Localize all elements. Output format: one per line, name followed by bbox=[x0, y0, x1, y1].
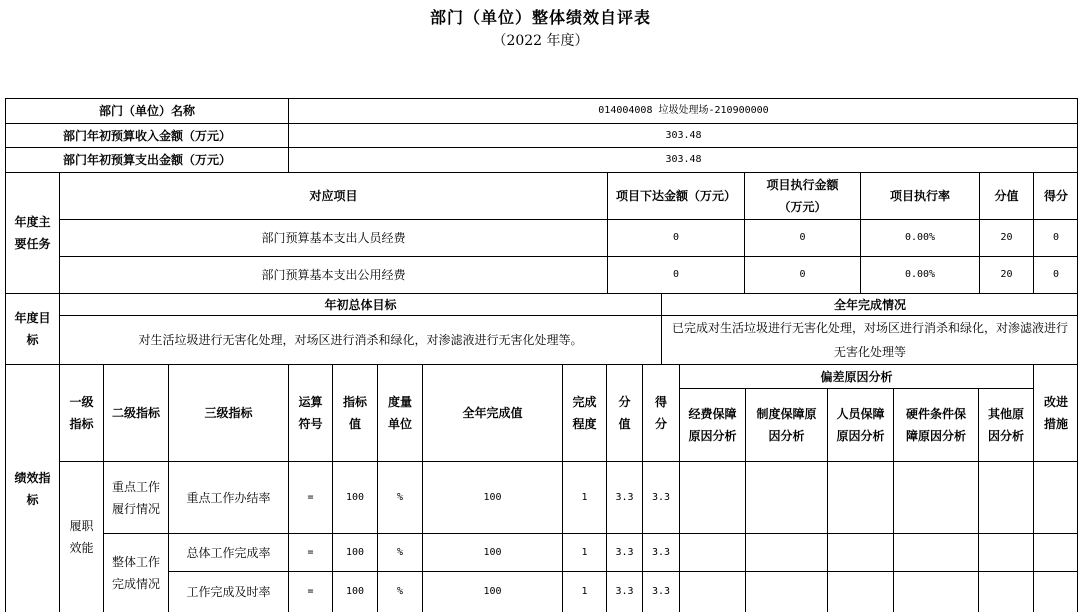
perf-header-improve: 改进措施 bbox=[1033, 364, 1078, 461]
task-row-1-executed: 0 bbox=[744, 219, 860, 256]
task-row-2-issued: 0 bbox=[607, 256, 744, 293]
perf-level2-group-1: 重点工作履行情况 bbox=[103, 461, 168, 533]
perf-row-3-actual: 100 bbox=[422, 571, 562, 612]
perf-row-3-score: 3.3 bbox=[606, 571, 642, 612]
perf-row-2-target: 100 bbox=[332, 533, 377, 571]
perf-row-2-unit: % bbox=[377, 533, 422, 571]
perf-row-2-system-cell bbox=[745, 533, 827, 571]
task-row-1-rate: 0.00% bbox=[860, 219, 979, 256]
goals-initial-text: 对生活垃圾进行无害化处理，对场区进行消杀和绿化，对渗滤液进行无害化处理等。 bbox=[59, 315, 661, 364]
perf-header-fund: 经费保障原因分析 bbox=[679, 388, 745, 461]
perf-header-hardware: 硬件条件保障原因分析 bbox=[893, 388, 978, 461]
perf-row-1-operator: = bbox=[288, 461, 332, 533]
page-title: 部门（单位）整体绩效自评表 bbox=[429, 8, 651, 27]
expense-value: 303.48 bbox=[288, 147, 1078, 172]
perf-level1-value: 履职效能 bbox=[59, 461, 103, 612]
table-right-border bbox=[1077, 98, 1078, 612]
perf-row-3-level3: 工作完成及时率 bbox=[168, 571, 288, 612]
perf-header-actual: 全年完成值 bbox=[422, 364, 562, 461]
perf-section-label: 绩效指标 bbox=[5, 364, 59, 612]
perf-header-level2: 二级指标 bbox=[103, 364, 168, 461]
perf-row-1-staff-cell bbox=[827, 461, 893, 533]
task-row-1-item: 部门预算基本支出人员经费 bbox=[59, 219, 607, 256]
goals-header-completion: 全年完成情况 bbox=[661, 293, 1078, 315]
perf-header-got: 得分 bbox=[642, 364, 679, 461]
perf-row-3-system-cell bbox=[745, 571, 827, 612]
perf-row-1-target: 100 bbox=[332, 461, 377, 533]
tasks-header-rate: 项目执行率 bbox=[860, 172, 979, 219]
perf-row-1-score: 3.3 bbox=[606, 461, 642, 533]
perf-row-1-actual: 100 bbox=[422, 461, 562, 533]
task-row-1-got: 0 bbox=[1033, 219, 1078, 256]
perf-row-1-got: 3.3 bbox=[642, 461, 679, 533]
perf-row-3-target: 100 bbox=[332, 571, 377, 612]
perf-level2-group-2: 整体工作完成情况 bbox=[103, 533, 168, 612]
task-row-2-executed: 0 bbox=[744, 256, 860, 293]
tasks-header-score: 分值 bbox=[979, 172, 1033, 219]
perf-row-2-staff-cell bbox=[827, 533, 893, 571]
task-row-2-score: 20 bbox=[979, 256, 1033, 293]
perf-row-2-degree: 1 bbox=[562, 533, 606, 571]
perf-header-operator: 运算符号 bbox=[288, 364, 332, 461]
tasks-header-got: 得分 bbox=[1033, 172, 1078, 219]
expense-label: 部门年初预算支出金额（万元） bbox=[5, 147, 288, 172]
perf-row-2-other-cell bbox=[978, 533, 1033, 571]
perf-header-system: 制度保障原因分析 bbox=[745, 388, 827, 461]
income-value: 303.48 bbox=[288, 123, 1078, 147]
goals-completion-text: 已完成对生活垃圾进行无害化处理，对场区进行消杀和绿化，对渗滤液进行无害化处理等 bbox=[661, 315, 1078, 364]
year-subtitle: （2022 年度） bbox=[492, 33, 589, 49]
goals-header-initial: 年初总体目标 bbox=[59, 293, 661, 315]
perf-header-score: 分值 bbox=[606, 364, 642, 461]
perf-header-level1: 一级指标 bbox=[59, 364, 103, 461]
perf-row-3-fund-cell bbox=[679, 571, 745, 612]
perf-row-3-unit: % bbox=[377, 571, 422, 612]
perf-row-2-fund-cell bbox=[679, 533, 745, 571]
tasks-header-item: 对应项目 bbox=[59, 172, 607, 219]
perf-header-staff: 人员保障原因分析 bbox=[827, 388, 893, 461]
perf-row-1-level3: 重点工作办结率 bbox=[168, 461, 288, 533]
perf-header-target: 指标值 bbox=[332, 364, 377, 461]
perf-row-3-hardware-cell bbox=[893, 571, 978, 612]
perf-row-2-operator: = bbox=[288, 533, 332, 571]
goals-section-label: 年度目标 bbox=[5, 293, 59, 364]
perf-row-2-got: 3.3 bbox=[642, 533, 679, 571]
task-row-1-score: 20 bbox=[979, 219, 1033, 256]
perf-row-3-improve-cell bbox=[1033, 571, 1078, 612]
perf-row-1-system-cell bbox=[745, 461, 827, 533]
perf-header-unit: 度量单位 bbox=[377, 364, 422, 461]
task-row-2-item: 部门预算基本支出公用经费 bbox=[59, 256, 607, 293]
dept-name-label: 部门（单位）名称 bbox=[5, 98, 288, 123]
tasks-header-executed: 项目执行金额（万元） bbox=[744, 172, 860, 219]
task-row-2-got: 0 bbox=[1033, 256, 1078, 293]
perf-row-1-fund-cell bbox=[679, 461, 745, 533]
perf-header-other: 其他原因分析 bbox=[978, 388, 1033, 461]
perf-row-1-improve-cell bbox=[1033, 461, 1078, 533]
perf-row-3-operator: = bbox=[288, 571, 332, 612]
perf-row-1-degree: 1 bbox=[562, 461, 606, 533]
perf-row-2-score: 3.3 bbox=[606, 533, 642, 571]
perf-row-2-actual: 100 bbox=[422, 533, 562, 571]
perf-row-1-other-cell bbox=[978, 461, 1033, 533]
perf-row-3-degree: 1 bbox=[562, 571, 606, 612]
tasks-header-issued: 项目下达金额（万元） bbox=[607, 172, 744, 219]
perf-row-2-hardware-cell bbox=[893, 533, 978, 571]
perf-row-3-other-cell bbox=[978, 571, 1033, 612]
perf-header-degree: 完成程度 bbox=[562, 364, 606, 461]
perf-row-1-hardware-cell bbox=[893, 461, 978, 533]
perf-header-deviation: 偏差原因分析 bbox=[679, 364, 1033, 388]
perf-row-2-improve-cell bbox=[1033, 533, 1078, 571]
perf-row-1-unit: % bbox=[377, 461, 422, 533]
perf-header-level3: 三级指标 bbox=[168, 364, 288, 461]
tasks-section-label: 年度主要任务 bbox=[5, 172, 59, 293]
task-row-1-issued: 0 bbox=[607, 219, 744, 256]
task-row-2-rate: 0.00% bbox=[860, 256, 979, 293]
perf-row-2-level3: 总体工作完成率 bbox=[168, 533, 288, 571]
dept-name-value: 014004008 垃圾处理场-210900000 bbox=[288, 98, 1078, 123]
perf-row-3-staff-cell bbox=[827, 571, 893, 612]
perf-row-3-got: 3.3 bbox=[642, 571, 679, 612]
income-label: 部门年初预算收入金额（万元） bbox=[5, 123, 288, 147]
